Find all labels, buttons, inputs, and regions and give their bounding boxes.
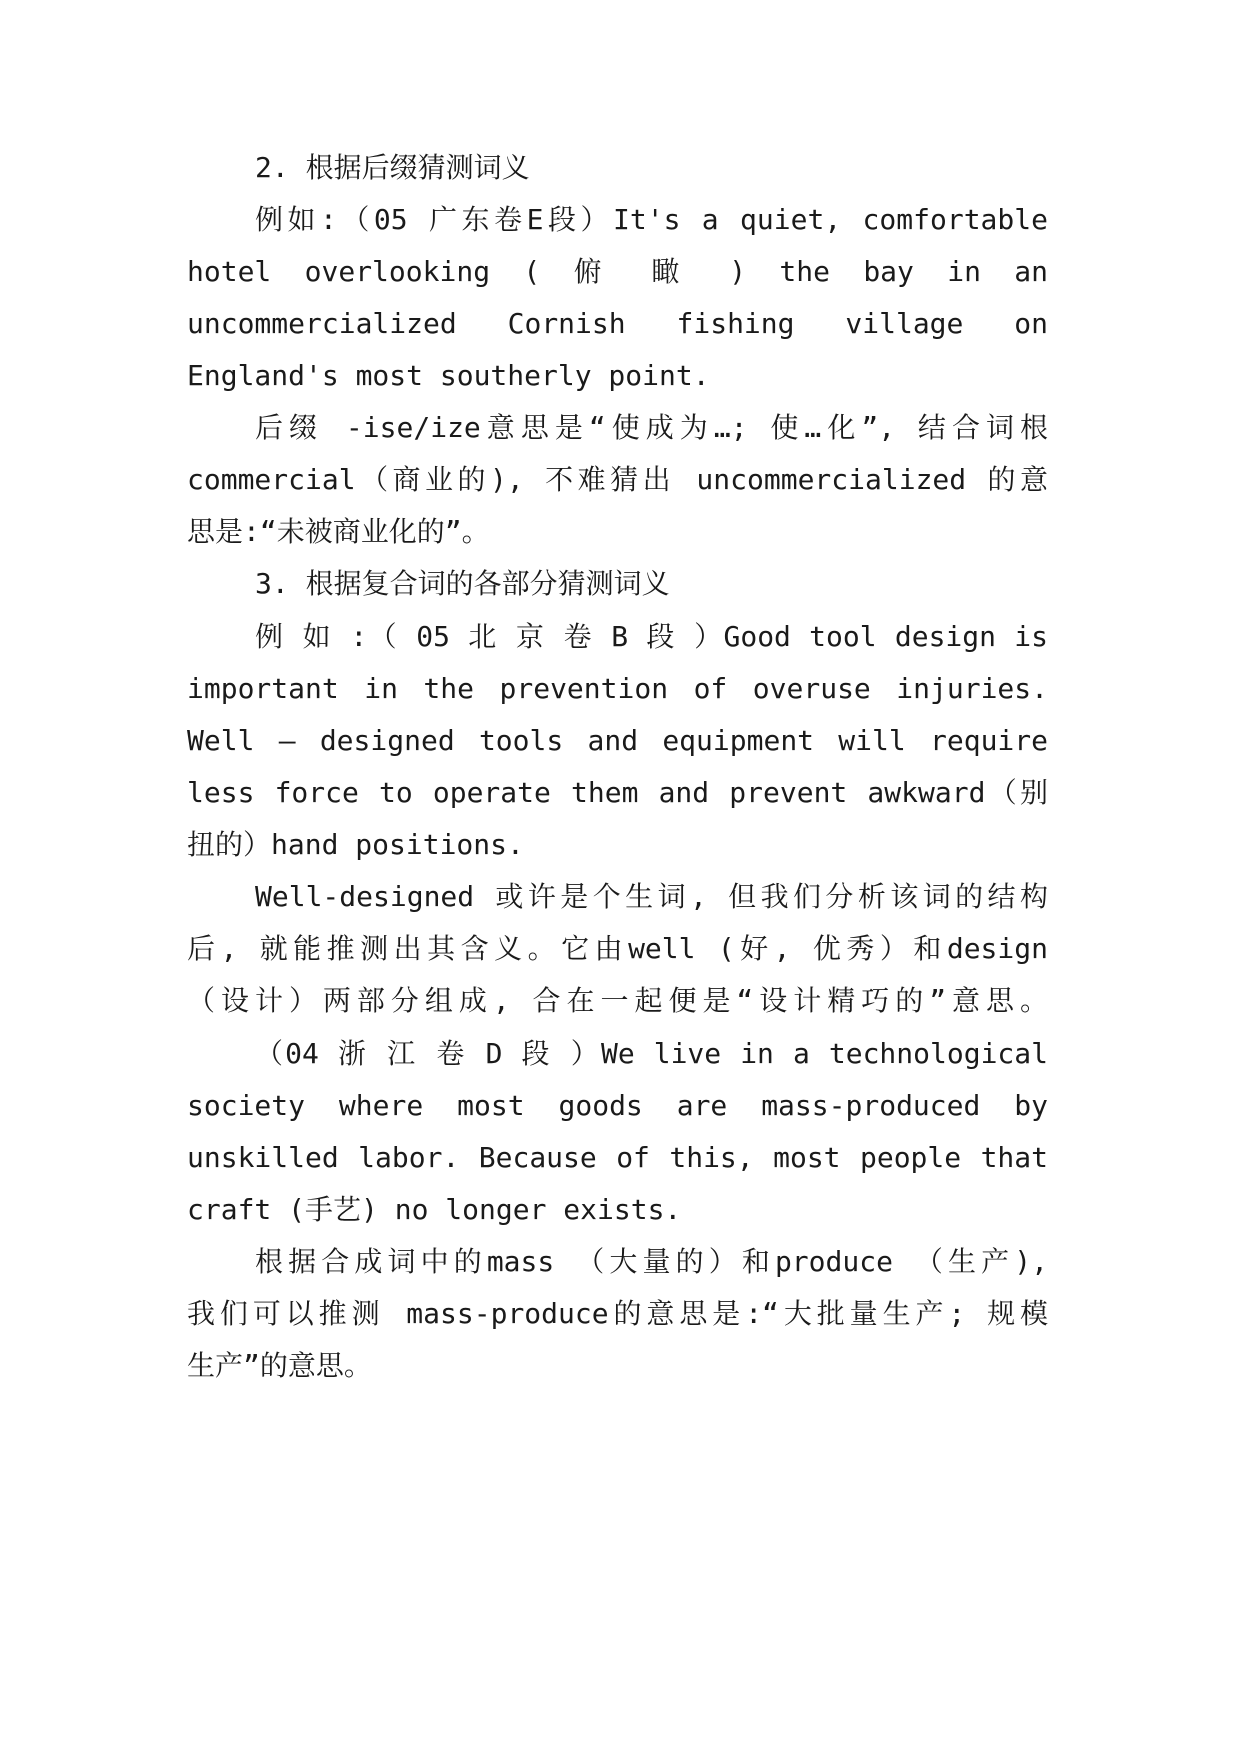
text-line: society where most goods are mass-produced by	[187, 1089, 1048, 1122]
text-line: 思是:“未被商业化的”。	[187, 515, 490, 548]
text-line: 生产”的意思。	[187, 1349, 372, 1382]
text-line: hotel overlooking ( 俯 瞰 ) the bay in an	[187, 255, 1048, 288]
text-line: important in the prevention of overuse injuries.	[187, 672, 1048, 705]
text-line: Well – designed tools and equipment will require	[187, 724, 1048, 757]
text-line: uncommercialized Cornish fishing village on	[187, 307, 1048, 340]
text-line: 后缀 -ise/ize意思是“使成为…; 使…化”, 结合词根	[255, 411, 1048, 444]
text-line: less force to operate them and prevent awkward（别	[187, 776, 1048, 809]
text-line: 后, 就能推测出其含义。它由well (好, 优秀）和design	[187, 932, 1048, 965]
text-line: Well-designed 或许是个生词, 但我们分析该词的结构	[255, 880, 1048, 913]
text-line: 我们可以推测 mass-produce的意思是:“大批量生产; 规模	[187, 1297, 1048, 1330]
text-line: 3. 根据复合词的各部分猜测词义	[255, 567, 670, 600]
text-line: commercial（商业的), 不难猜出 uncommercialized 的意	[187, 463, 1048, 496]
text-line: 2. 根据后缀猜测词义	[255, 151, 530, 184]
text-line: 例如:（05 广东卷E段）It's a quiet, comfortable	[255, 203, 1048, 236]
text-line: 例 如 :（ 05 北 京 卷 B 段 ）Good tool design is	[255, 620, 1048, 653]
text-line: 扭的）hand positions.	[187, 828, 524, 861]
text-line: （04 浙 江 卷 D 段 ）We live in a technological	[255, 1037, 1048, 1070]
text-line: 根据合成词中的mass （大量的）和produce （生产),	[255, 1245, 1048, 1278]
text-line: unskilled labor. Because of this, most people that	[187, 1141, 1048, 1174]
text-line: （设计）两部分组成, 合在一起便是“设计精巧的”意思。	[187, 984, 1048, 1017]
text-line: England's most southerly point.	[187, 359, 710, 392]
text-line: craft (手艺) no longer exists.	[187, 1193, 682, 1226]
